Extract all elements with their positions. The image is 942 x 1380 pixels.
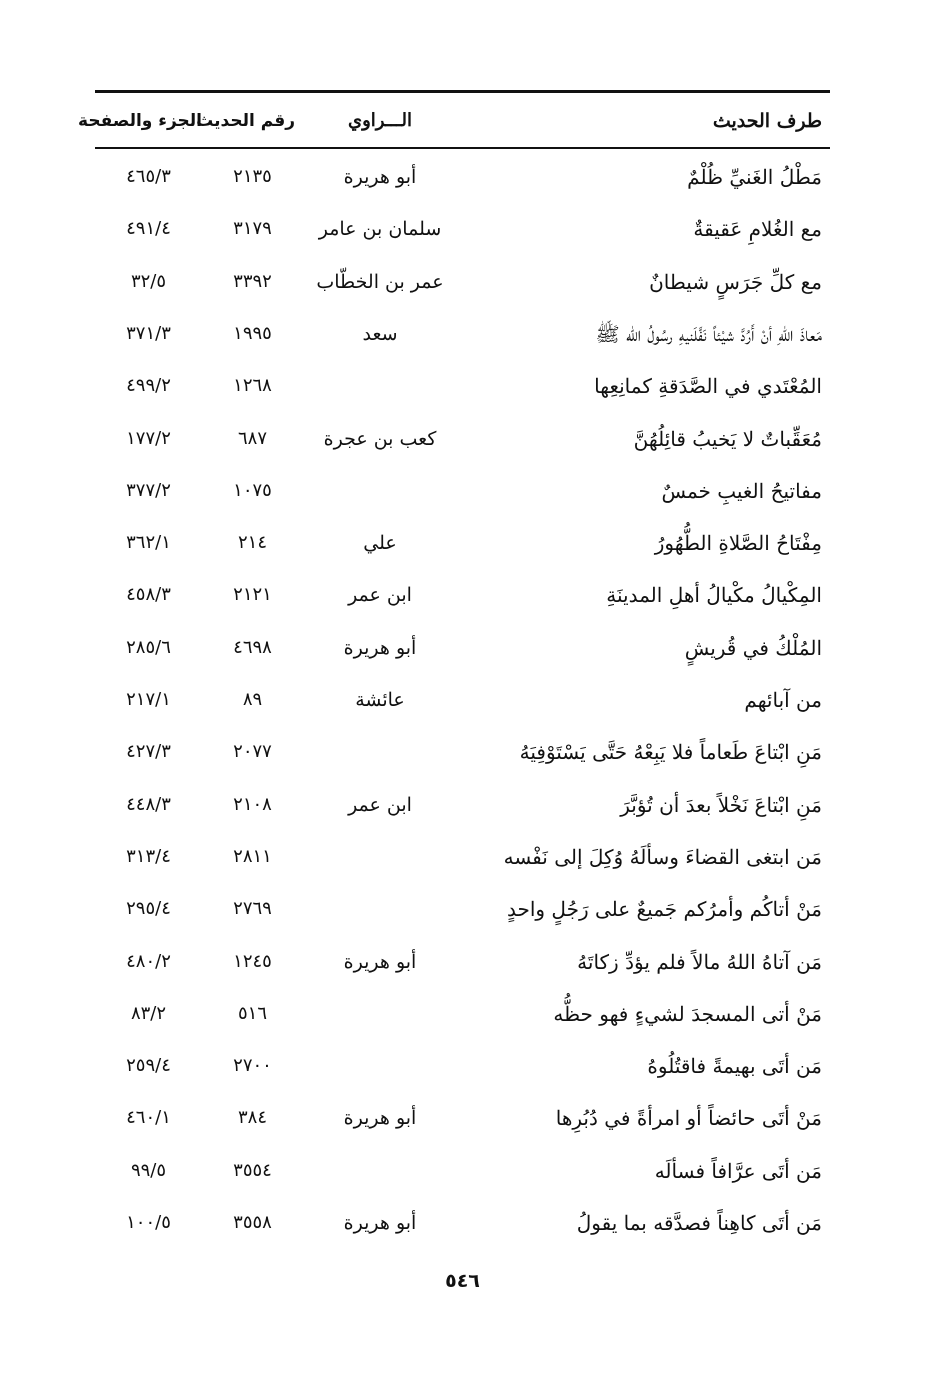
hadith-text: مِفْتَاحُ الصَّلاةِ الطُّهُورُ — [654, 531, 822, 556]
narrator — [305, 363, 455, 409]
hadith-text: مع كلِّ جَرَسٍ شيطانٌ — [649, 269, 822, 294]
narrator: أبو هريرة — [343, 1107, 417, 1130]
volume-page: ٣٢/٥ — [130, 270, 167, 292]
hadith-number: ٣٥٥٨ — [233, 1212, 272, 1233]
narrator: ابن عمر — [348, 584, 412, 607]
hadith-text: مفاتيحُ الغيبِ خمسٌ — [661, 478, 822, 503]
volume-page: ٤٤٨/٣ — [126, 793, 171, 815]
table-row — [95, 572, 830, 618]
volume-page: ٢٩٥/٤ — [126, 898, 171, 920]
hadith-text: مَطْلُ الغَنيِّ ظُلْمٌ — [687, 165, 822, 189]
volume-page: ٣٧٧/٢ — [126, 479, 171, 501]
table-row — [95, 468, 830, 514]
hadith-number: ٢٠٧٧ — [233, 741, 272, 763]
narrator — [305, 1043, 455, 1089]
hadith-number: ١٠٧٥ — [233, 479, 272, 501]
volume-page: ٤٩١/٤ — [126, 218, 171, 240]
narrator — [305, 1148, 455, 1194]
hadith-number: ٢١٢١ — [233, 584, 272, 606]
hadith-number: ١٢٤٥ — [233, 950, 272, 972]
table-row — [95, 991, 830, 1037]
hadith-text: المُلْكُ في قُريشٍ — [684, 635, 822, 660]
hadith-number: ٢١٠٨ — [233, 793, 272, 815]
hadith-text: المِكْيالُ مكْيالُ أهلِ المدينَةِ — [606, 583, 822, 608]
page-number: ٥٤٦ — [445, 1270, 480, 1292]
table-row — [95, 939, 830, 985]
table-row — [95, 886, 830, 932]
narrator: سلمان بن عامر — [318, 218, 442, 241]
hadith-text: مَنْ أتاكُم وأمرُكم جَميعٌ على رَجُلٍ واحدٍ — [507, 897, 822, 922]
narrator: أبو هريرة — [343, 636, 417, 659]
top-rule — [95, 90, 830, 93]
narrator: أبو هريرة — [343, 950, 417, 973]
index-page — [78, 90, 830, 1340]
hadith-text: مَنْ أتى المسجدَ لشيءٍ فهو حظُّه — [553, 1001, 822, 1026]
hadith-number: ٣٣٩٢ — [233, 270, 272, 292]
table-row — [95, 1200, 830, 1246]
narrator: علي — [363, 532, 397, 555]
narrator: ابن عمر — [348, 793, 412, 816]
narrator — [305, 886, 455, 932]
header-hadith: طرف الحديث — [712, 110, 822, 132]
hadith-number: ١٩٩٥ — [233, 322, 272, 344]
hadith-text: مَن أتَى بهيمةً فاقتُلُوهُ — [647, 1054, 822, 1079]
volume-page: ٨٣/٢ — [130, 1002, 167, 1024]
volume-page: ٤٩٩/٢ — [126, 375, 171, 397]
table-row — [95, 363, 830, 409]
hadith-text: مَنِ ابْتاعَ نَخْلاً بعدَ أن تُؤبَّرَ — [620, 792, 822, 817]
table-header — [78, 98, 830, 144]
volume-page: ١٠٠/٥ — [126, 1212, 171, 1233]
volume-page: ٤٥٨/٣ — [126, 584, 171, 606]
hadith-text: مَن آتاهُ اللهُ مالاً فلم يؤدِّ زكاتَهُ — [577, 949, 822, 974]
volume-page: ٤٦٥/٣ — [126, 166, 171, 187]
hadith-number: ٣٥٥٤ — [233, 1159, 272, 1181]
hadith-text: مُعَقِّباتٌ لا يَخيبُ قائِلُهُنَّ — [633, 426, 822, 451]
hadith-number: ٢٨١١ — [233, 845, 272, 867]
narrator — [305, 468, 455, 514]
volume-page: ١٧٧/٢ — [126, 427, 171, 449]
table-row — [95, 520, 830, 566]
narrator — [305, 834, 455, 880]
table-row — [95, 154, 830, 200]
header-volume-page: الجزء والصفحة — [78, 111, 202, 131]
table-row — [95, 834, 830, 880]
table-row — [95, 625, 830, 671]
narrator: عمر بن الخطّاب — [316, 270, 444, 293]
hadith-number: ٣١٧٩ — [233, 218, 272, 240]
table-row — [95, 782, 830, 828]
volume-page: ٢١٧/١ — [126, 689, 171, 710]
narrator: أبو هريرة — [343, 166, 417, 188]
narrator: سعد — [362, 322, 398, 345]
hadith-text: مَن أتَى عرَّافاً فسألَه — [654, 1158, 822, 1183]
volume-page: ٤٢٧/٣ — [126, 741, 171, 763]
hadith-text: المُعْتَدي في الصَّدَقةِ كمانِعِها — [594, 374, 822, 399]
volume-page: ٣٧١/٣ — [126, 322, 171, 344]
hadith-number: ٥١٦ — [237, 1002, 267, 1024]
hadith-text: مَنْ أتَى حائضاً أو امرأةً في دُبُرِها — [555, 1106, 822, 1131]
hadith-number: ٦٨٧ — [237, 427, 267, 449]
table-row — [95, 1095, 830, 1141]
table-row — [95, 416, 830, 462]
hadith-text: من آبائهم — [744, 688, 822, 712]
hadith-number: ٣٨٤ — [237, 1107, 267, 1129]
volume-page: ٢٨٥/٦ — [126, 636, 171, 658]
header-rule — [95, 147, 830, 149]
table-row — [95, 311, 830, 357]
narrator — [305, 729, 455, 775]
header-number: رقم الحديث — [196, 111, 295, 131]
narrator: عائشة — [355, 689, 405, 711]
hadith-number: ١٢٦٨ — [233, 375, 272, 397]
hadith-number: ٢١٣٥ — [233, 166, 272, 187]
hadith-number: ٨٩ — [242, 689, 263, 710]
volume-page: ٣٦٢/١ — [126, 532, 171, 554]
table-row — [95, 729, 830, 775]
table-row — [95, 677, 830, 723]
table-row — [95, 206, 830, 252]
header-rawi: الـــراوي — [347, 110, 413, 131]
hadith-number: ٢١٤ — [237, 532, 267, 554]
table-row — [95, 1148, 830, 1194]
hadith-text: مَن أتَى كاهِناً فصدَّقه بما يقولُ — [576, 1211, 822, 1235]
narrator: أبو هريرة — [343, 1212, 417, 1234]
hadith-text: مَنِ ابْتاعَ طَعاماً فلا يَبِعْهُ حَتَّى يَسْتَوْفِيَهُ — [519, 740, 822, 765]
narrator — [305, 991, 455, 1037]
hadith-text: مع الغُلامِ عَقيقةٌ — [693, 217, 822, 242]
volume-page: ٤٦٠/١ — [126, 1107, 171, 1129]
table-row — [95, 1043, 830, 1089]
hadith-text: مَن ابتغى القضاءَ وسألَهُ وُكِلَ إلى نَفْسه — [503, 844, 822, 869]
table-row — [95, 259, 830, 305]
hadith-number: ٢٧٠٠ — [233, 1055, 272, 1077]
volume-page: ٤٨٠/٢ — [126, 950, 171, 972]
hadith-number: ٤٦٩٨ — [233, 636, 272, 658]
volume-page: ٩٩/٥ — [130, 1159, 167, 1181]
volume-page: ٢٥٩/٤ — [126, 1055, 171, 1077]
narrator: كعب بن عجرة — [323, 427, 437, 450]
volume-page: ٣١٣/٤ — [126, 845, 171, 867]
hadith-text: مَعاذَ اللهِ أنْ أَرُدَّ شيْئاً نَفَّلَنيهِ رسُولُ الله ﷺ — [595, 321, 822, 346]
hadith-number: ٢٧٦٩ — [233, 898, 272, 920]
